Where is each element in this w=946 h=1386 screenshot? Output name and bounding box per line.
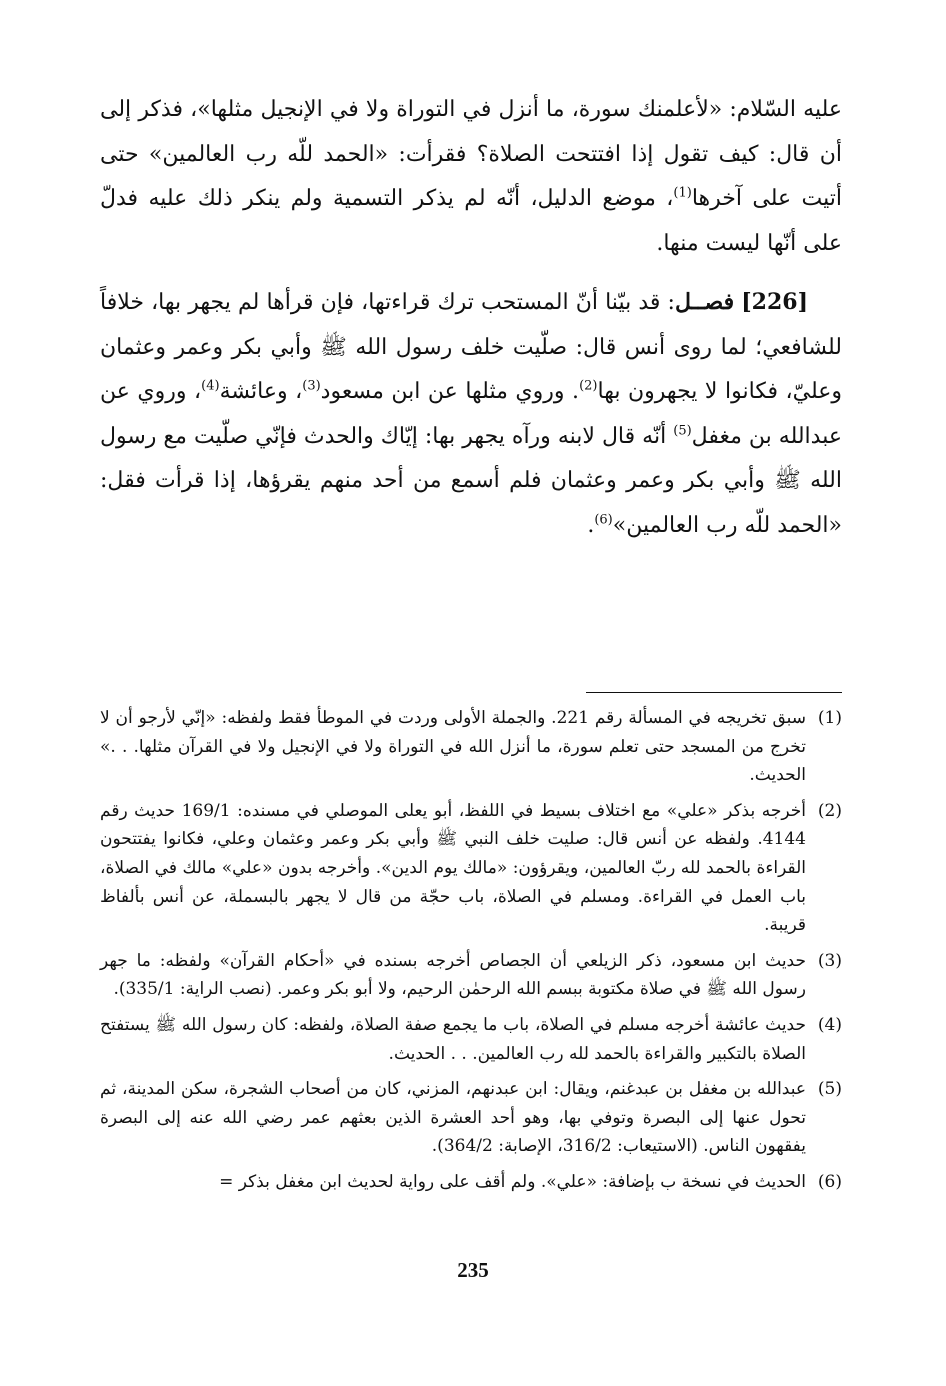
- section-heading-word: فصــل: [674, 289, 735, 315]
- footnote-number: (4): [817, 1014, 842, 1035]
- page-body: [100, 88, 842, 1192]
- footnote-item: [100, 1075, 842, 1161]
- paragraph-2-text-d: ، وروي عن عبدالله بن مغفل: [100, 379, 842, 449]
- paragraph-2-text-f: .: [587, 512, 595, 538]
- paragraph-2-text-a: : قد بيّنا أنّ المستحب ترك قراءتها، فإن قرأها لم يجهر بها، خلافاً للشافعي؛ لما روى أنس قال: صلّيت خلف رسول الله ﷺ وأبي بكر وعمر وعثمان وعليّ، فكانوا لا يجهرون بها: [100, 290, 842, 404]
- footnote-text: سبق تخريجه في المسألة رقم 221. والجملة الأولى وردت في الموطأ فقط ولفظه: «إنّي لأرجو أن لا تخرج من المسجد حتى تعلم سورة، ما أنزل الله في التوراة ولا في الإنجيل ولا في القرآن مثلها. . .» الحديث.: [100, 708, 806, 786]
- footnote-ref-1[interactable]: (1): [673, 185, 692, 201]
- paragraph-1-text: عليه السّلام: «لأعلمنك سورة، ما أنزل في التوراة ولا في الإنجيل مثلها»، فذكر إلى أن قال: كيف تقول إذا افتتحت الصلاة؟ فقرأت: «الحمد للّه رب العالمين» حتى أتيت على آخرها: [100, 97, 842, 211]
- paragraph-2: [100, 280, 842, 548]
- footnote-divider: [586, 692, 842, 693]
- footnote-number: (5): [817, 1079, 842, 1100]
- paragraph-2-text-c: ، وعائشة: [219, 379, 303, 404]
- footnote-number: (3): [817, 950, 842, 971]
- page-number: 235: [457, 1258, 489, 1282]
- footnote-ref-5[interactable]: (5): [673, 423, 692, 439]
- paragraph-2-text-b: . وروي مثلها عن ابن مسعود: [320, 379, 580, 404]
- footnote-text: عبدالله بن مغفل بن عبدغنم، ويقال: ابن عبدنهم، المزني، كان من أصحاب الشجرة، سكن المدينة، ثم تحول عنها إلى البصرة وتوفي بها، وهو أحد العشرة الذين بعثهم عمر رضي الله عنه إلى البصرة يفقهون الناس. (الاستيعاب: 316/2، الإصابة: 364/2).: [100, 1079, 806, 1157]
- footnote-number: (1): [817, 708, 842, 728]
- footnote-text: الحديث في نسخة ب بإضافة: «علي». ولم أقف على رواية لحديث ابن مغفل بذكر =: [219, 1171, 806, 1192]
- section-number: [226]: [741, 289, 808, 315]
- footnote-ref-4[interactable]: (4): [201, 378, 220, 394]
- paragraph-1-tail: ، موضع الدليل، أنّه لم يذكر التسمية ولم ينكر ذلك عليه فدلّ على أنّها ليست منها.: [100, 186, 842, 256]
- footnote-number: (6): [817, 1171, 842, 1192]
- footnotes: [100, 704, 842, 1204]
- footnote-text: أخرجه بذكر «علي» مع اختلاف بسيط في اللفظ، أبو يعلى الموصلي في مسنده: 169/1 حديث رقم 4144. ولفظه عن أنس قال: صليت خلف النبي ﷺ وأبي بكر وعمر وعثمان وعلي، فكانوا يفتتحون القراءة بالحمد لله ربّ العالمين، ويقرؤون: «مالك يوم الدين». وأخرجه بدون «علي» مالك في الصلاة، باب العمل في القراءة. ومسلم في الصلاة، باب حجّة من قال لا يجهر بالبسملة، عن أنس بألفاظ قريبة.: [100, 800, 806, 936]
- footnote-text: حديث عائشة أخرجه مسلم في الصلاة، باب ما يجمع صفة الصلاة، ولفظه: كان رسول الله ﷺ يستفتح الصلاة بالتكبير والقراءة بالحمد لله رب العالمين. . . الحديث.: [100, 1014, 806, 1064]
- paragraph-2-text-e: أنّه قال لابنه ورآه يجهر بها: إيّاك والحدث فإنّي صلّيت مع رسول الله ﷺ وأبي بكر وعمر وعثمان فلم أسمع من أحد منهم يقرؤها، إذا قرأت فقل: «الحمد للّه رب العالمين»: [100, 423, 842, 538]
- footnote-ref-2[interactable]: (2): [579, 378, 598, 394]
- footnote-ref-6[interactable]: (6): [594, 512, 613, 528]
- footnote-text: حديث ابن مسعود، ذكر الزيلعي أن الجصاص أخرجه بسنده في «أحكام القرآن» ولفظه: ما جهر رسول الله ﷺ في صلاة مكتوبة ببسم الله الرحمٰن الرحيم، ولا أبو بكر وعمر. (نصب الراية: 335/1).: [100, 950, 806, 1000]
- footnote-item: [100, 704, 842, 790]
- main-text: [100, 88, 842, 548]
- footnote-number: (2): [817, 800, 842, 821]
- footnote-item: [100, 947, 842, 1004]
- footnote-item: [100, 797, 842, 940]
- footnote-ref-3[interactable]: (3): [302, 378, 321, 394]
- footnote-item: [100, 1168, 842, 1197]
- paragraph-1: [100, 88, 842, 266]
- footnote-item: [100, 1011, 842, 1068]
